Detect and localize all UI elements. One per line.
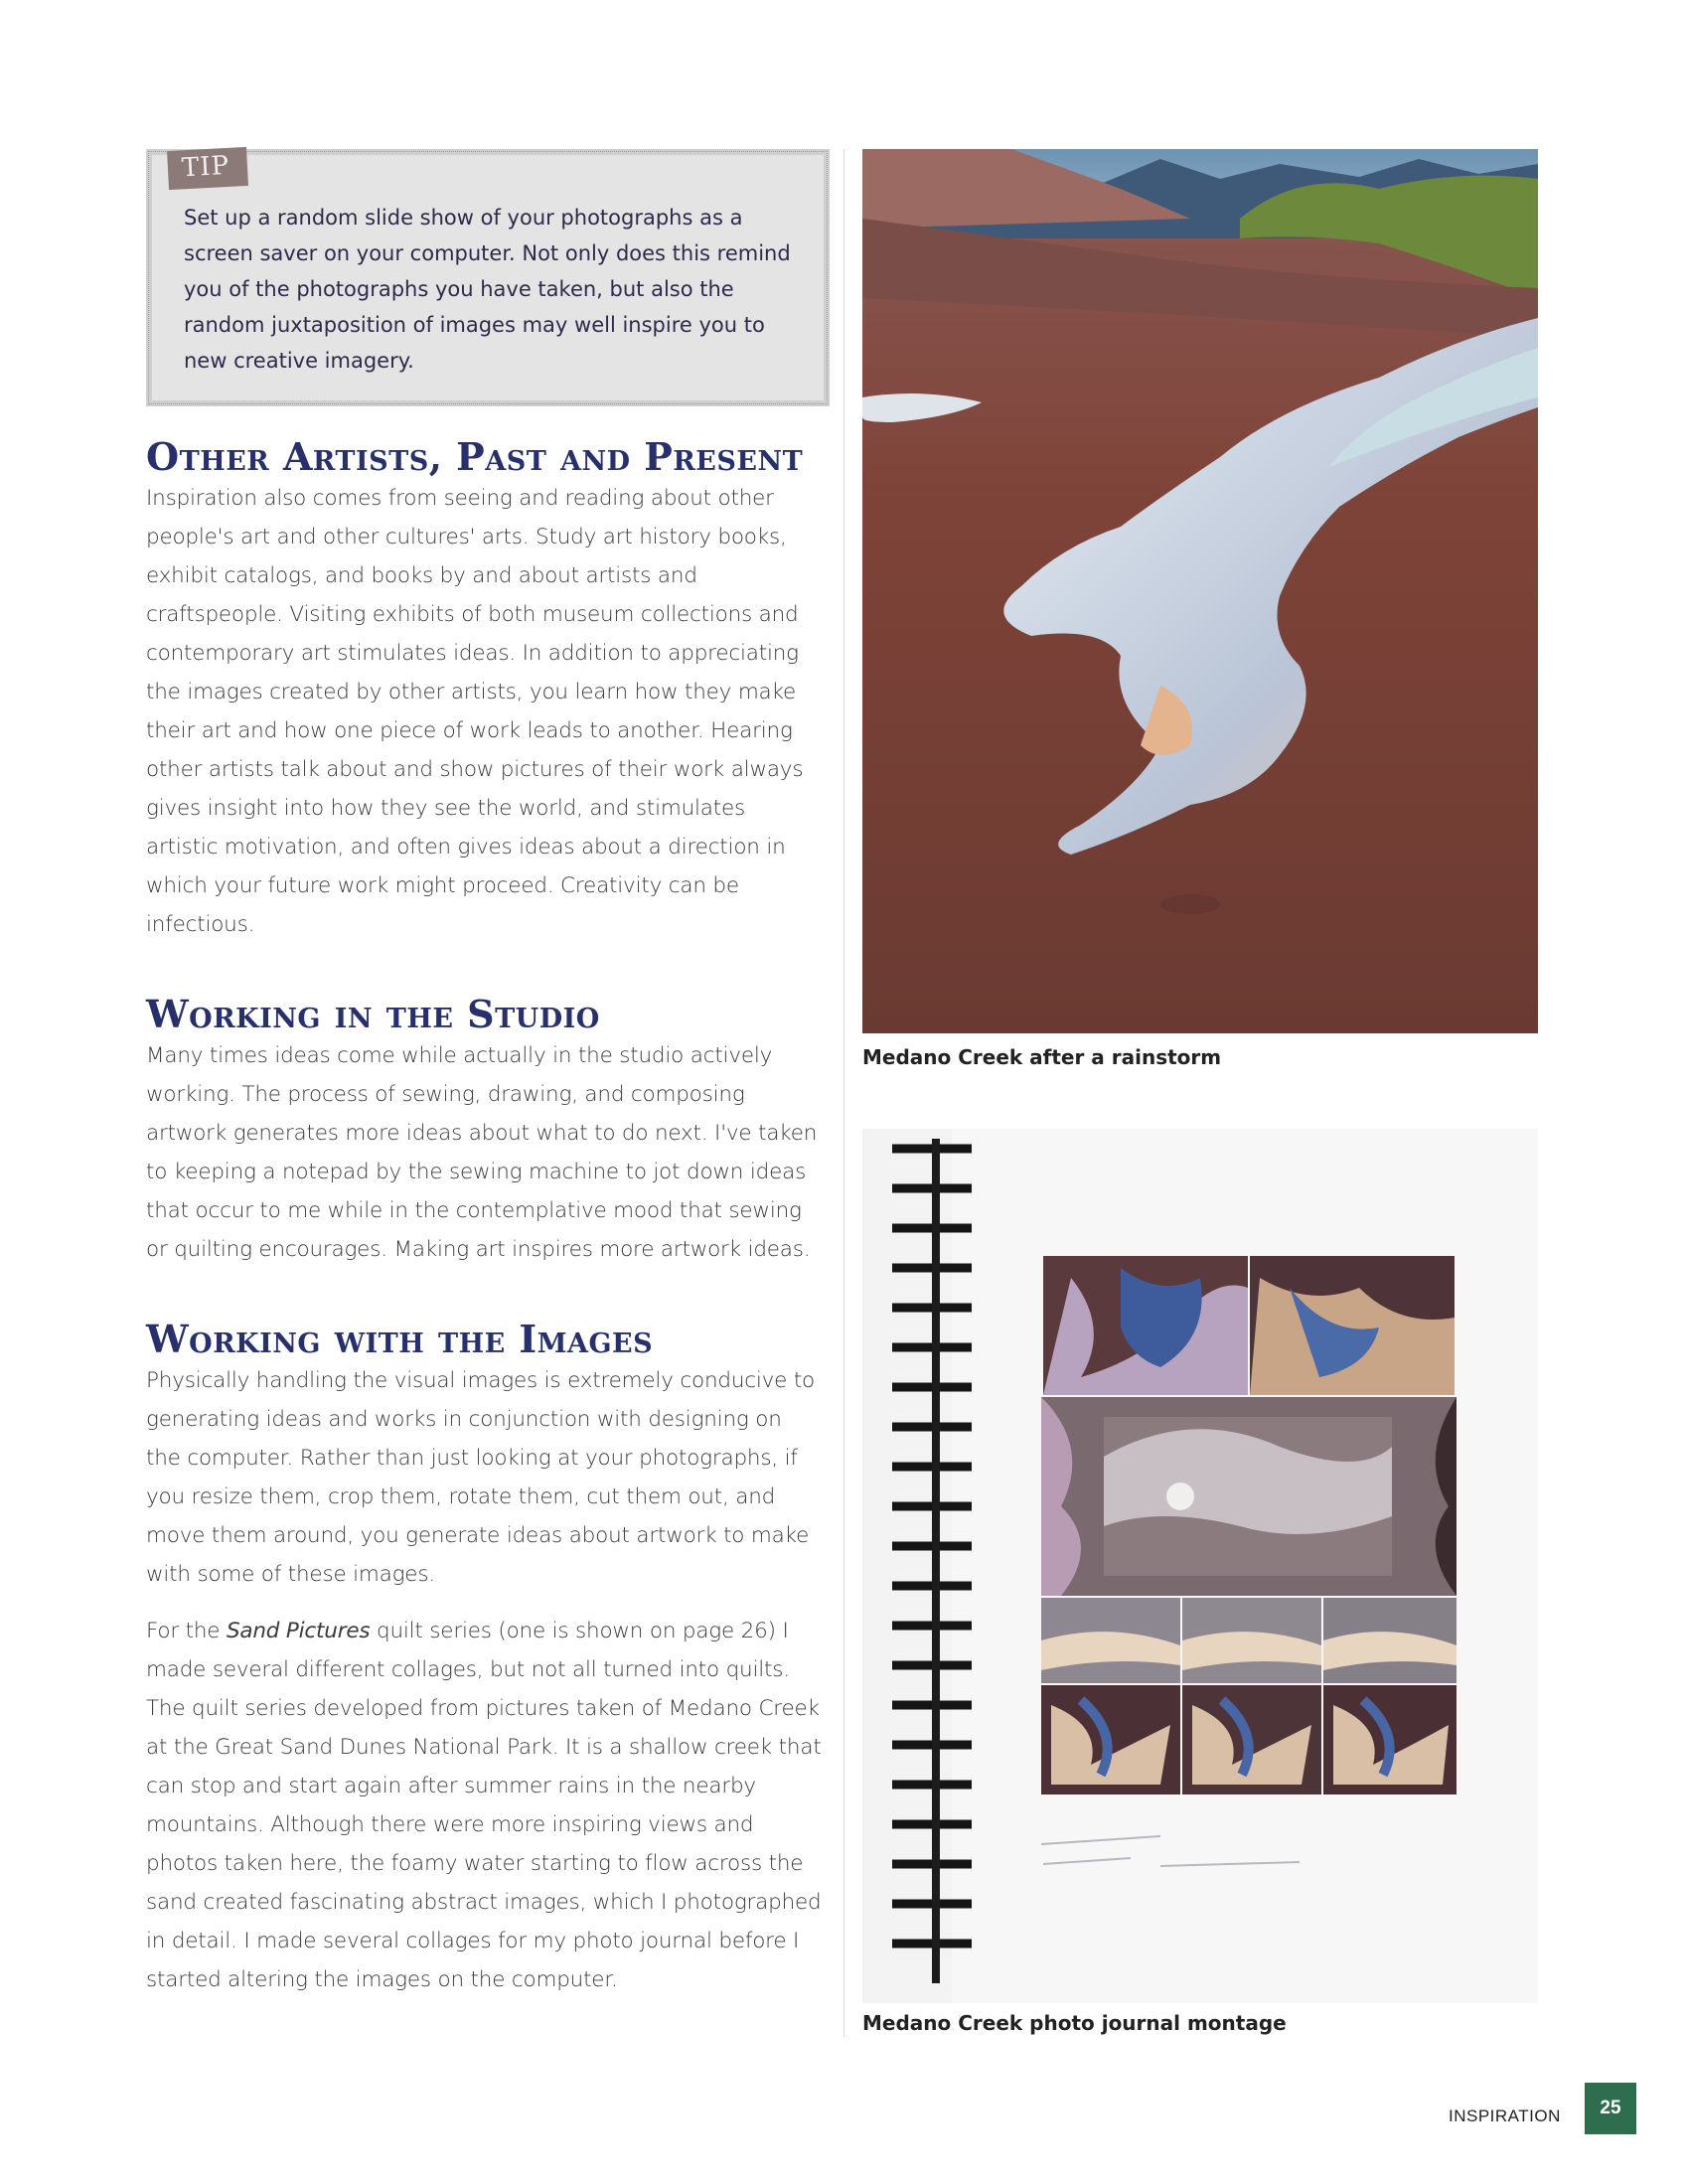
medano-creek-photo (862, 149, 1538, 1033)
column-divider (843, 149, 844, 2037)
photo-journal-montage (862, 1129, 1538, 2003)
main-text-column (146, 149, 822, 1999)
heading-working-with-images: Working with the Images (146, 1317, 654, 1361)
section-working-in-studio (146, 992, 822, 1269)
tip-label: TIP (167, 147, 248, 190)
figure-caption-montage: Medano Creek photo journal montage (862, 2011, 1287, 2035)
heading-working-in-studio: Working in the Studio (146, 992, 600, 1036)
figure-caption-creek: Medano Creek after a rainstorm (862, 1045, 1222, 1069)
section-working-with-images (146, 1317, 822, 1999)
series-title: Sand Pictures (226, 1619, 371, 1643)
page-number: 25 (1585, 2083, 1636, 2134)
para-before: For the (146, 1619, 227, 1643)
heading-other-artists: Other Artists, Past and Present (146, 434, 804, 479)
paragraph: Many times ideas come while actually in the studio actively working. The process of sewing, drawing, and composing artwork generates more ideas about what to do next. I've taken to keeping a notepad by the sewing machine to jot down ideas that occur to me while in the contemplative mood that sewing or quilting encourages. Making art inspires more artwork ideas. (146, 1043, 818, 1262)
paragraph: Inspiration also comes from seeing and reading about other people's art and other cultures' arts. Study art history books, exhibit catalogs, and books by and about artists and craftspeople. Visiting exhibits of both museum collections and contemporary art stimulates ideas. In addition to appreciating the images created by other artists, you learn how they make their art and how one piece of work leads to another. Hearing other artists talk about and show pictures of their work always gives insight into how they see the world, and stimulates artistic motivation, and often gives ideas about a direction in which your future work might proceed. Creativity can be infectious. (146, 486, 804, 937)
footer-section-label: INSPIRATION (1449, 2106, 1561, 2125)
paragraph-sand-pictures (146, 1612, 822, 1999)
tip-text: Set up a random slide show of your photographs as a screen saver on your computer. Not only does this remind you of the photographs you have taken, but also the random juxtaposition of images may well inspire you to new creative imagery. (184, 206, 791, 373)
section-other-artists (146, 434, 822, 944)
tip-box (146, 149, 830, 406)
para-after: quilt series (one is shown on page 26) I made several different collages, but not all turned into quilts. The quilt series developed from pictures taken of Medano Creek at the Great Sand Dunes National Park. It is a shallow creek that can stop and start again after summer rains in the nearby mountains. Although there were more inspiring views and photos taken here, the foamy water starting to flow across the sand created fascinating abstract images, which I photographed in detail. I made several collages for my photo journal before I started altering the images on the computer. (146, 1619, 822, 1992)
paragraph: Physically handling the visual images is extremely conducive to generating ideas and works in conjunction with designing on the computer. Rather than just looking at your photographs, if you resize them, crop them, rotate them, cut them out, and move them around, you generate ideas about artwork to make with some of these images. (146, 1368, 816, 1587)
